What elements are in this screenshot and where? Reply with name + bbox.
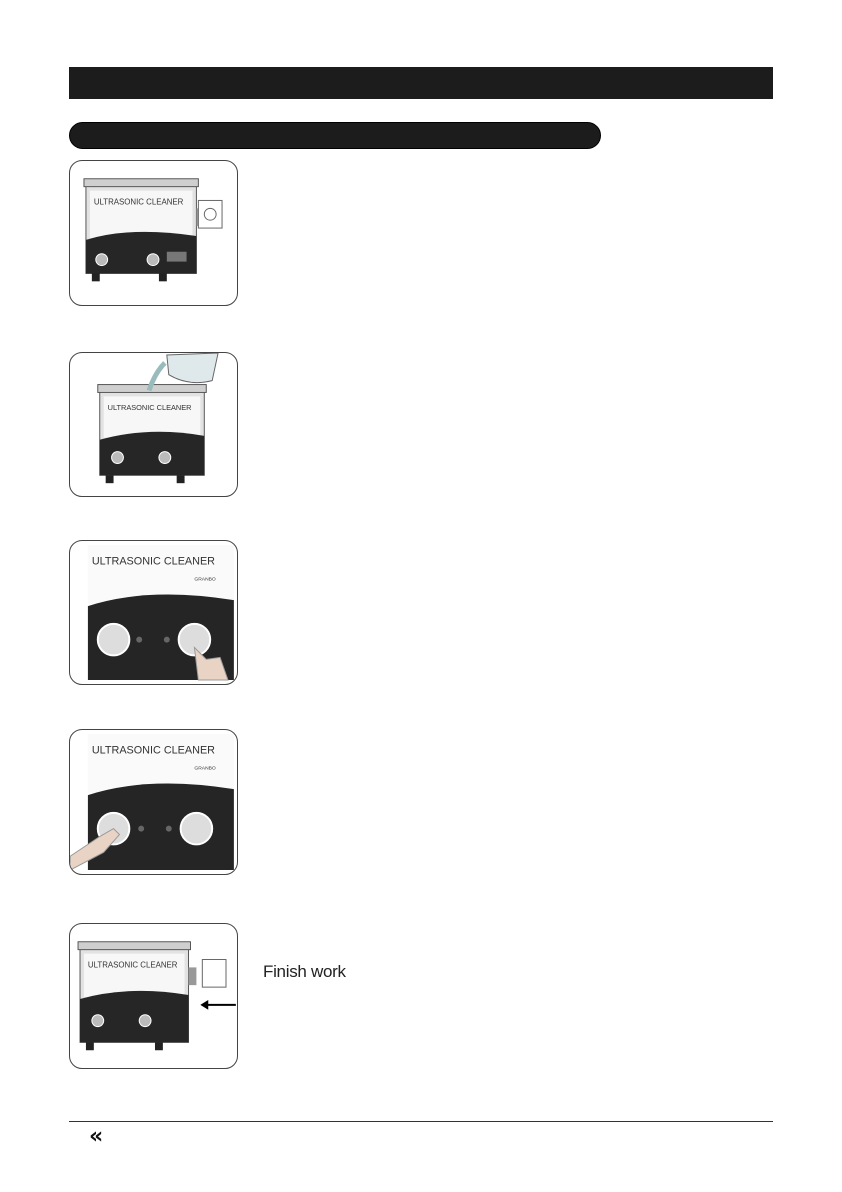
brand-logo: GRANBO [194, 577, 216, 583]
device-title: ULTRASONIC CLEANER [91, 744, 216, 757]
cleaner-fill-water-illustration [70, 353, 237, 496]
cleaner-unplug-illustration [70, 924, 237, 1068]
device-title: ULTRASONIC CLEANER [87, 960, 178, 970]
section-title-pill [69, 122, 601, 149]
header-bar [69, 67, 773, 99]
step-4-image [69, 729, 238, 875]
step-2-image [69, 352, 238, 497]
device-title: ULTRASONIC CLEANER [91, 555, 216, 568]
cleaner-plug-in-illustration [70, 161, 237, 305]
step-5-image [69, 923, 238, 1069]
device-title: ULTRASONIC CLEANER [107, 403, 192, 413]
panel-set-left-knob-illustration [70, 730, 237, 874]
previous-page-icon[interactable]: « [89, 1124, 104, 1149]
panel-set-right-knob-illustration [70, 541, 237, 684]
step-5-text: Finish work [263, 962, 346, 981]
device-title: ULTRASONIC CLEANER [93, 197, 184, 207]
step-1-image [69, 160, 238, 306]
brand-logo: GRANBO [194, 766, 216, 772]
step-3-image [69, 540, 238, 685]
footer-divider [69, 1121, 773, 1122]
